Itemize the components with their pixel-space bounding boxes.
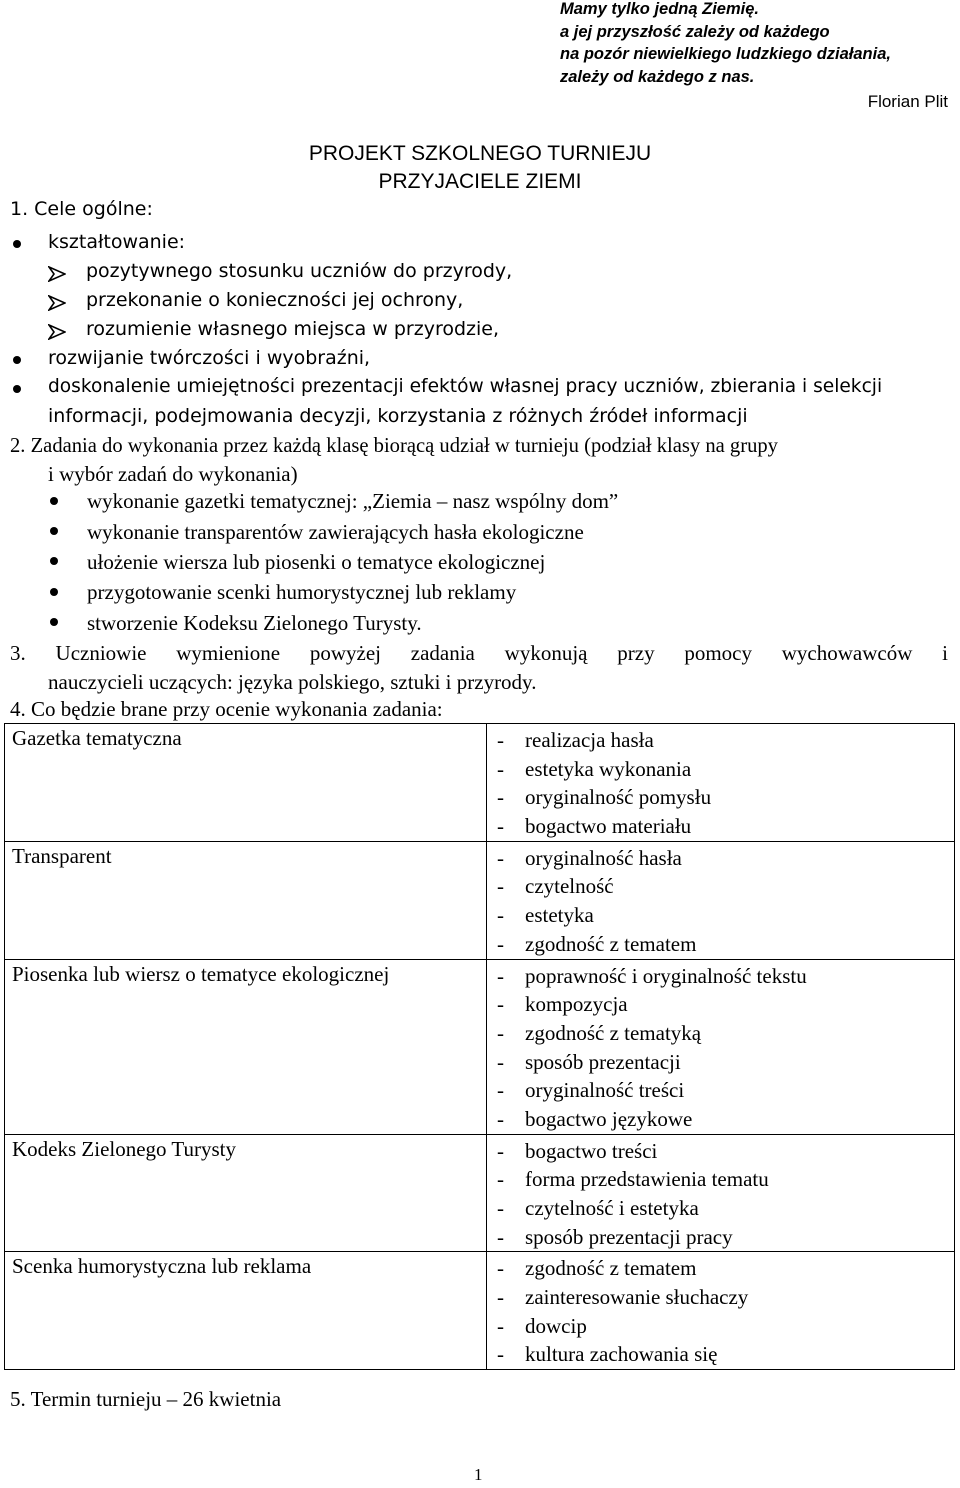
task-name: Piosenka lub wiersz o tematyce ekologicznej (5, 959, 487, 1134)
section1-sub-item: rozumienie własnego miejsca w przyrodzie, (86, 318, 500, 340)
section3-line1: 3. Uczniowie wymienione powyżej zadania wykonują przy pomocy wychowawców i (10, 641, 948, 665)
criterion: - oryginalność treści (497, 1078, 685, 1103)
motto-line: na pozór niewielkiego ludzkiego działania, (560, 45, 891, 63)
criterion: - zgodność z tematyką (497, 1020, 702, 1045)
criteria-cell (487, 1134, 955, 1252)
section2-heading-line2: i wybór zadań do wykonania) (48, 462, 298, 486)
motto-line: Mamy tylko jedną Ziemię. (560, 0, 759, 18)
criterion: - kompozycja (497, 992, 628, 1017)
bullet-icon (50, 557, 58, 565)
table-row (5, 724, 955, 842)
task-name: Scenka humorystyczna lub reklama (5, 1252, 487, 1370)
criteria-cell (487, 724, 955, 842)
bullet-icon (13, 240, 21, 248)
title-line-1: PROJEKT SZKOLNEGO TURNIEJU (308, 142, 652, 165)
criterion: - oryginalność hasła (497, 845, 682, 870)
section2-item: przygotowanie scenki humorystycznej lub reklamy (87, 580, 517, 604)
arrow-bullet-icon (48, 295, 66, 311)
criterion: - dowcip (497, 1313, 587, 1338)
criterion: - realizacja hasła (497, 728, 654, 752)
document-title (0, 140, 960, 196)
section1-bullet-3-line2: informacji, podejmowania decyzji, korzystania z różnych źródeł informacji (48, 405, 748, 427)
arrow-bullet-icon (48, 324, 66, 340)
motto-author: Florian Plit (867, 92, 948, 111)
section1-bullet-2: rozwijanie twórczości i wyobraźni, (48, 347, 371, 369)
section5-text: 5. Termin turnieju – 26 kwietnia (10, 1387, 282, 1411)
table-row (5, 1134, 955, 1252)
section1-sub-item: pozytywnego stosunku uczniów do przyrody, (86, 260, 513, 282)
criterion: - bogactwo językowe (497, 1106, 693, 1131)
criterion: - poprawność i oryginalność tekstu (497, 963, 807, 988)
bullet-icon (13, 385, 21, 393)
section2-heading-line1: 2. Zadania do wykonania przez każdą klasę biorącą udział w turnieju (podział klasy na grupy (10, 435, 778, 457)
criterion: - zgodność z tematem (497, 931, 697, 956)
criterion: - kultura zachowania się (497, 1342, 718, 1367)
section1-sub-item: przekonanie o konieczności jej ochrony, (86, 289, 464, 311)
page-number: 1 (474, 1465, 483, 1484)
section4-heading: 4. Co będzie brane przy ocenie wykonania zadania: (10, 697, 443, 721)
section3-line2: nauczycieli uczących: języka polskiego, sztuki i przyrody. (48, 670, 537, 694)
bullet-icon (50, 618, 58, 626)
section2-item: stworzenie Kodeksu Zielonego Turysty. (87, 611, 422, 635)
bullet-icon (50, 527, 58, 535)
criterion: - zgodność z tematem (497, 1256, 697, 1281)
criterion: - zainteresowanie słuchaczy (497, 1285, 749, 1310)
table-row (5, 959, 955, 1134)
criterion: - czytelność i estetyka (497, 1196, 699, 1220)
section1-bullet-1: kształtowanie: (48, 231, 186, 253)
criterion: - estetyka (497, 903, 594, 928)
title-line-2: PRZYJACIELE ZIEMI (378, 170, 582, 193)
criterion: - bogactwo treści (497, 1138, 658, 1163)
criterion: - sposób prezentacji (497, 1049, 681, 1074)
bullet-icon (50, 588, 58, 596)
criterion: - bogactwo materiału (497, 814, 692, 839)
evaluation-criteria-table (4, 723, 955, 1370)
criteria-cell (487, 959, 955, 1134)
bullet-icon (13, 356, 21, 364)
section2-item: wykonanie gazetki tematycznej: „Ziemia – nasz wspólny dom” (87, 489, 619, 513)
bullet-icon (50, 497, 58, 505)
task-name: Kodeks Zielonego Turysty (5, 1134, 487, 1252)
table-row (5, 1252, 955, 1370)
criteria-cell (487, 1252, 955, 1370)
criterion: - forma przedstawienia tematu (497, 1167, 769, 1192)
criterion: - czytelność (497, 874, 614, 899)
section2-item: wykonanie transparentów zawierających hasła ekologiczne (87, 520, 584, 544)
criterion: - sposób prezentacji pracy (497, 1224, 733, 1249)
table-row (5, 841, 955, 959)
motto-line: a jej przyszłość zależy od każdego (560, 22, 830, 41)
section2-item: ułożenie wiersza lub piosenki o tematyce ekologicznej (87, 550, 546, 574)
criterion: - estetyka wykonania (497, 756, 692, 781)
criteria-cell (487, 841, 955, 959)
task-name: Gazetka tematyczna (5, 724, 487, 842)
motto (560, 0, 891, 88)
arrow-bullet-icon (48, 266, 66, 282)
motto-line: zależy od każdego z nas. (560, 67, 755, 86)
section1-bullet-3-line1: doskonalenie umiejętności prezentacji efektów własnej pracy uczniów, zbierania i selekcji (48, 376, 883, 397)
criterion: - oryginalność pomysłu (497, 785, 712, 810)
task-name: Transparent (5, 841, 487, 959)
section1-heading: 1. Cele ogólne: (10, 198, 153, 220)
